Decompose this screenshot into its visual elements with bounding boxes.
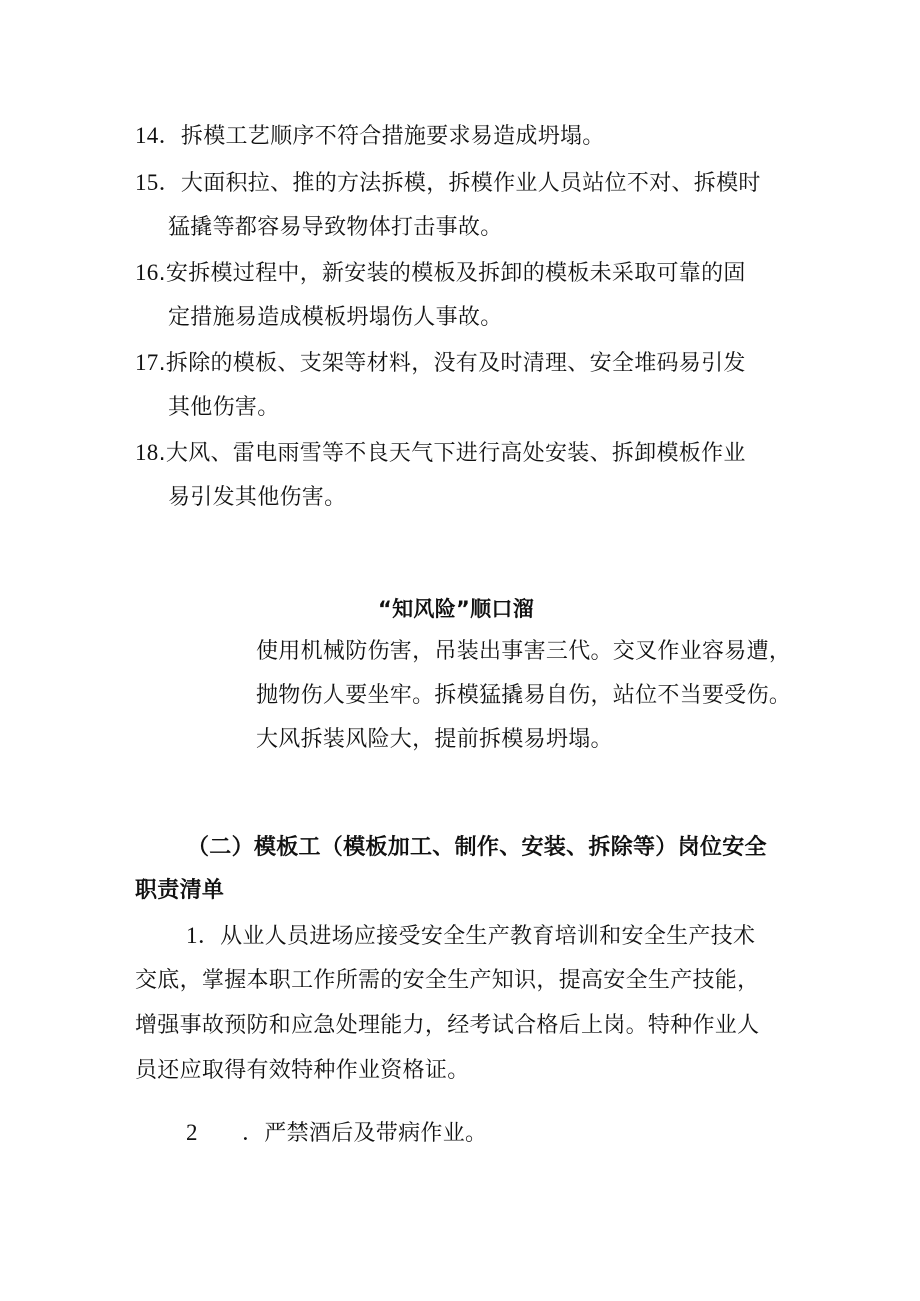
duty-item-number: 2: [186, 1120, 198, 1145]
duty-item-1-line-3: 增强事故预防和应急处理能力，经考试合格后上岗。特种作业人: [135, 1013, 760, 1038]
duty-item-2: [186, 1118, 487, 1149]
rhyme-title: “知风险”顺口溜: [378, 597, 535, 621]
duty-item-1-line-4: 员还应取得有效特种作业资格证。: [135, 1058, 470, 1083]
risk-item-number: 16: [135, 260, 159, 285]
risk-item-17-continued: 其他伤害。: [168, 395, 280, 420]
risk-item-text: .拆除的模板、支架等材料，没有及时清理、安全堆码易引发: [158, 351, 746, 376]
duty-item-number: 1: [186, 923, 198, 948]
risk-item-15-continued: 猛撬等都容易导致物体打击事故。: [168, 215, 503, 240]
risk-item-number: 15: [135, 170, 159, 195]
risk-item-16-continued: 定措施易造成模板坍塌伤人事故。: [168, 305, 503, 330]
risk-item-text: .安拆模过程中，新安装的模板及拆卸的模板未采取可靠的固: [158, 261, 746, 286]
rhyme-line-2: 抛物伤人要坐牢。拆模猛撬易自伤，站位不当要受伤。: [256, 683, 792, 708]
risk-item-text: ．拆模工艺顺序不符合措施要求易造成坍塌。: [158, 124, 605, 149]
section-heading: （二）模板工（模板加工、制作、安装、拆除等）岗位安全: [187, 835, 767, 860]
risk-item-14: [135, 121, 605, 152]
risk-item-number: 14: [135, 123, 159, 148]
section-heading-continued: 职责清单: [135, 878, 225, 903]
risk-item-number: 17: [135, 350, 159, 375]
rhyme-line-3: 大风拆装风险大，提前拆模易坍塌。: [256, 727, 613, 752]
risk-item-18-continued: 易引发其他伤害。: [168, 485, 347, 510]
risk-item-16: [135, 258, 746, 289]
duty-item-1-line-2: 交底，掌握本职工作所需的安全生产知识，提高安全生产技能，: [135, 968, 760, 993]
duty-item-1: [186, 921, 755, 952]
risk-item-18: [135, 438, 746, 469]
risk-item-text: .大风、雷电雨雪等不良天气下进行高处安装、拆卸模板作业: [158, 441, 746, 466]
risk-item-15: [135, 168, 761, 199]
rhyme-line-1: 使用机械防伤害，吊装出事害三代。交叉作业容易遭，: [256, 639, 792, 664]
risk-item-17: [135, 348, 746, 379]
duty-item-text: ．严禁酒后及带病作业。: [242, 1121, 488, 1146]
risk-item-number: 18: [135, 440, 159, 465]
risk-item-text: ．大面积拉、推的方法拆模，拆模作业人员站位不对、拆模时: [158, 171, 761, 196]
duty-item-text: ．从业人员进场应接受安全生产教育培训和安全生产技术: [197, 924, 756, 949]
